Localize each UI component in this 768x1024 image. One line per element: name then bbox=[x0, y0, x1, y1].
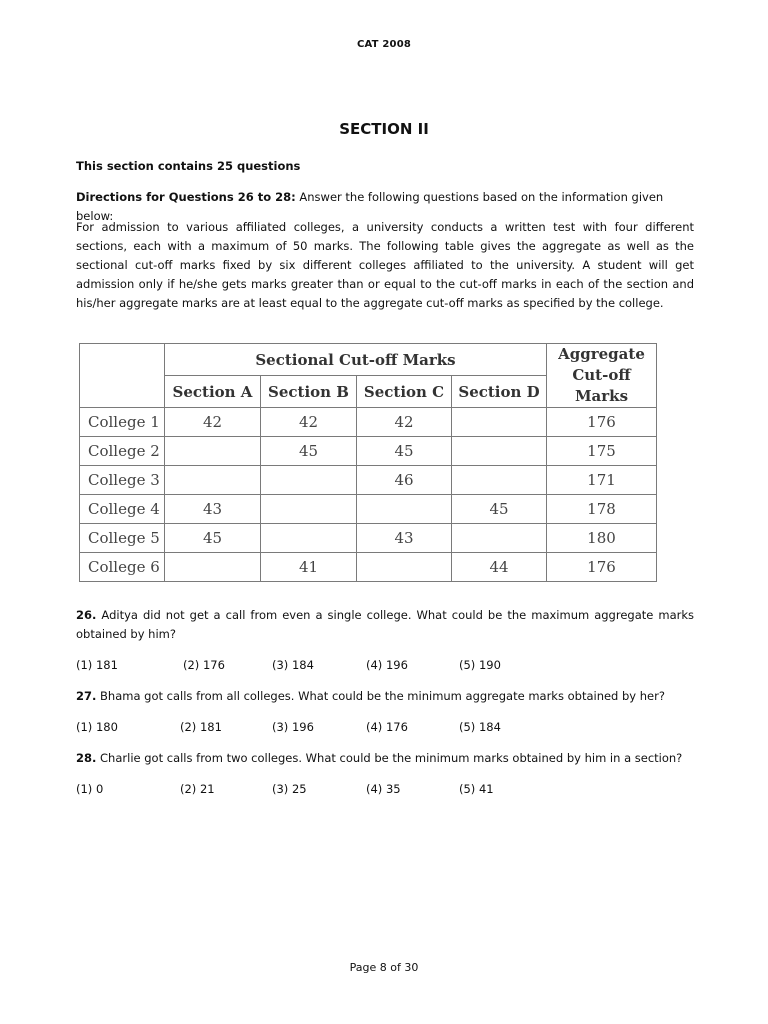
option-5[interactable]: (5) 184 bbox=[459, 720, 501, 734]
section-a-cell bbox=[165, 466, 261, 495]
column-header-section-c: Section C bbox=[357, 376, 452, 408]
option-4[interactable]: (4) 35 bbox=[366, 782, 401, 796]
intro-paragraph: For admission to various affiliated colleges, a university conducts a written test with four different sections, each with a maximum of 50 marks. The following table gives the aggregate as well as the sectional cut-off marks fixed by six different colleges affiliated to the university. A student will get admission only if he/she gets marks greater than or equal to the cut-off marks in each of the section and his/her aggregate marks are at least equal to the aggregate cut-off marks as specified by the college. bbox=[76, 220, 694, 310]
table-row bbox=[80, 495, 657, 524]
college-name: College 4 bbox=[80, 495, 165, 524]
question-number: 27. bbox=[76, 689, 97, 703]
option-2[interactable]: (2) 21 bbox=[180, 782, 215, 796]
section-d-cell bbox=[452, 408, 547, 437]
sectional-cutoff-header: Sectional Cut-off Marks bbox=[165, 344, 547, 376]
table-row bbox=[80, 466, 657, 495]
option-5[interactable]: (5) 41 bbox=[459, 782, 494, 796]
college-name: College 3 bbox=[80, 466, 165, 495]
table-corner-cell bbox=[80, 344, 165, 408]
section-b-cell: 42 bbox=[261, 408, 357, 437]
section-note: This section contains 25 questions bbox=[76, 159, 301, 173]
option-1[interactable]: (1) 181 bbox=[76, 658, 118, 672]
section-a-cell: 45 bbox=[165, 524, 261, 553]
column-header-section-a: Section A bbox=[165, 376, 261, 408]
aggregate-header-line2: Cut-off Marks bbox=[572, 366, 631, 405]
section-d-cell bbox=[452, 524, 547, 553]
section-a-cell bbox=[165, 437, 261, 466]
section-c-cell bbox=[357, 495, 452, 524]
college-name: College 1 bbox=[80, 408, 165, 437]
section-c-cell: 45 bbox=[357, 437, 452, 466]
aggregate-cell: 178 bbox=[547, 495, 657, 524]
section-d-cell: 45 bbox=[452, 495, 547, 524]
option-3[interactable]: (3) 196 bbox=[272, 720, 314, 734]
option-5[interactable]: (5) 190 bbox=[459, 658, 501, 672]
section-b-cell: 41 bbox=[261, 553, 357, 582]
college-name: College 6 bbox=[80, 553, 165, 582]
page-header: CAT 2008 bbox=[356, 39, 412, 50]
college-name: College 2 bbox=[80, 437, 165, 466]
section-b-cell bbox=[261, 495, 357, 524]
question-number: 26. bbox=[76, 608, 97, 622]
aggregate-cell: 176 bbox=[547, 553, 657, 582]
column-header-section-d: Section D bbox=[452, 376, 547, 408]
option-2[interactable]: (2) 176 bbox=[183, 658, 225, 672]
directions-label: Directions for Questions 26 to 28: bbox=[76, 190, 296, 204]
question-number: 28. bbox=[76, 751, 97, 765]
section-c-cell bbox=[357, 553, 452, 582]
option-3[interactable]: (3) 184 bbox=[272, 658, 314, 672]
section-d-cell bbox=[452, 437, 547, 466]
question-26 bbox=[76, 606, 694, 644]
table-row bbox=[80, 408, 657, 437]
question-text: Bhama got calls from all colleges. What could be the minimum aggregate marks obtained by her? bbox=[96, 689, 665, 703]
column-header-section-b: Section B bbox=[261, 376, 357, 408]
question-text: Aditya did not get a call from even a single college. What could be the maximum aggregate marks obtained by him? bbox=[76, 608, 694, 641]
option-1[interactable]: (1) 0 bbox=[76, 782, 104, 796]
section-b-cell bbox=[261, 466, 357, 495]
cutoff-table-wrapper bbox=[79, 343, 657, 582]
option-2[interactable]: (2) 181 bbox=[180, 720, 222, 734]
section-a-cell: 43 bbox=[165, 495, 261, 524]
college-name: College 5 bbox=[80, 524, 165, 553]
option-3[interactable]: (3) 25 bbox=[272, 782, 307, 796]
section-c-cell: 46 bbox=[357, 466, 452, 495]
aggregate-cell: 176 bbox=[547, 408, 657, 437]
aggregate-cell: 175 bbox=[547, 437, 657, 466]
table-header-row-1 bbox=[80, 344, 657, 376]
aggregate-cell: 180 bbox=[547, 524, 657, 553]
option-4[interactable]: (4) 196 bbox=[366, 658, 408, 672]
option-4[interactable]: (4) 176 bbox=[366, 720, 408, 734]
aggregate-header bbox=[547, 344, 657, 408]
question-28 bbox=[76, 749, 694, 768]
table-row bbox=[80, 437, 657, 466]
section-d-cell bbox=[452, 466, 547, 495]
section-a-cell: 42 bbox=[165, 408, 261, 437]
page-footer: Page 8 of 30 bbox=[349, 961, 419, 974]
table-row bbox=[80, 553, 657, 582]
cutoff-table bbox=[79, 343, 657, 582]
section-b-cell: 45 bbox=[261, 437, 357, 466]
directions-text: Answer the following questions based on the information given below: bbox=[76, 190, 664, 223]
option-1[interactable]: (1) 180 bbox=[76, 720, 118, 734]
table-row bbox=[80, 524, 657, 553]
section-c-cell: 43 bbox=[357, 524, 452, 553]
aggregate-header-line1: Aggregate bbox=[558, 345, 645, 363]
section-title: SECTION II bbox=[339, 120, 429, 138]
section-a-cell bbox=[165, 553, 261, 582]
section-c-cell: 42 bbox=[357, 408, 452, 437]
question-text: Charlie got calls from two colleges. What could be the minimum marks obtained by him in a section? bbox=[96, 751, 683, 765]
section-b-cell bbox=[261, 524, 357, 553]
section-d-cell: 44 bbox=[452, 553, 547, 582]
aggregate-cell: 171 bbox=[547, 466, 657, 495]
question-27 bbox=[76, 687, 694, 706]
